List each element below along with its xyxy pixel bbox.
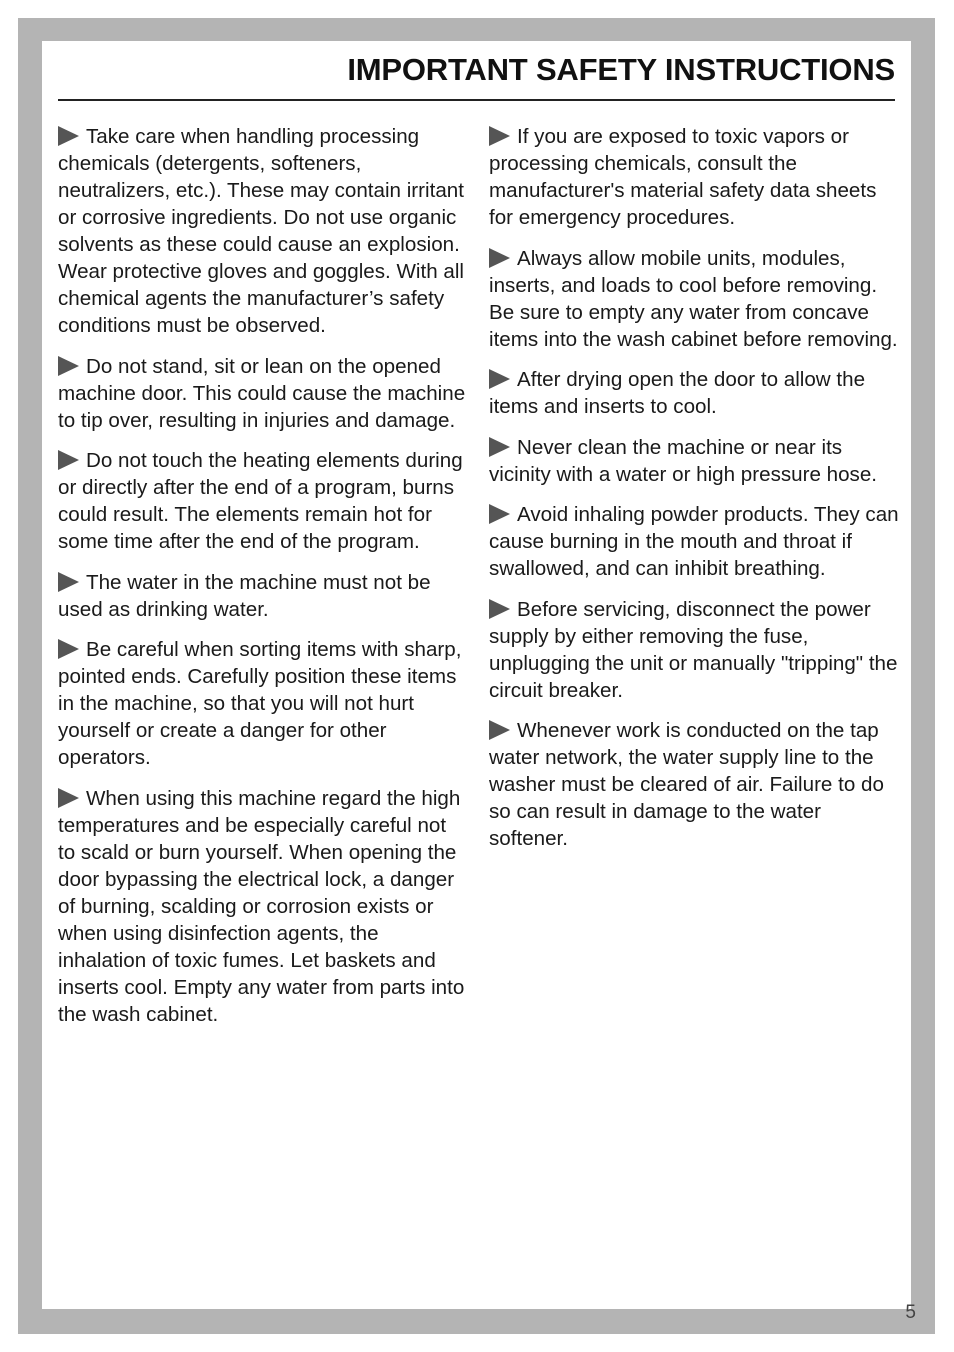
triangle-right-icon: [58, 126, 79, 146]
safety-item: [58, 569, 468, 623]
page-number: 5: [905, 1302, 916, 1323]
triangle-right-icon: [58, 788, 79, 808]
page-title: IMPORTANT SAFETY INSTRUCTIONS: [347, 52, 895, 87]
safety-item-text: After drying open the door to allow the items and inserts to cool.: [489, 368, 866, 418]
safety-item: [58, 636, 468, 771]
safety-item-text: Whenever work is conducted on the tap water network, the water supply line to the washer must be cleared of air. Failure to do so can result in damage to the water softener.: [489, 719, 884, 850]
header-divider: [58, 99, 895, 101]
safety-item-text: Be careful when sorting items with sharp, pointed ends. Carefully position these items in the machine, so that you will not hurt yourself or create a danger for other operators.: [58, 638, 462, 769]
safety-item-text: When using this machine regard the high temperatures and be especially careful not to scald or burn yourself. When opening the door bypassing the electrical lock, a danger of burning, scalding or corrosion exists or when using disinfection agents, the inhalation of toxic fumes. Let baskets and inserts cool. Empty any water from parts into the wash cabinet.: [58, 786, 465, 1026]
triangle-right-icon: [58, 639, 79, 659]
right-column: [489, 123, 899, 866]
triangle-right-icon: [58, 450, 79, 470]
safety-item: [58, 123, 468, 339]
triangle-right-icon: [489, 248, 510, 268]
safety-item: [489, 717, 899, 852]
safety-item-text: Do not touch the heating elements during or directly after the end of a program, burns could result. The elements remain hot for some time after the end of the program.: [58, 449, 463, 553]
safety-item-text: Take care when handling processing chemicals (detergents, softeners, neutralizers, etc.). These may contain irritant or corrosive ingredients. Do not use organic solvents as these could cause an explosion. Wear protective gloves and goggles. With all chemical agents the manufacturer’s safety conditions must be observed.: [58, 125, 464, 337]
safety-item: [489, 501, 899, 582]
triangle-right-icon: [489, 126, 510, 146]
safety-item: [58, 353, 468, 434]
triangle-right-icon: [489, 599, 510, 619]
triangle-right-icon: [58, 356, 79, 376]
triangle-right-icon: [489, 369, 510, 389]
safety-item-text: Do not stand, sit or lean on the opened machine door. This could cause the machine to tip over, resulting in injuries and damage.: [58, 354, 466, 432]
safety-item-text: Never clean the machine or near its vicinity with a water or high pressure hose.: [489, 435, 878, 486]
safety-item-text: If you are exposed to toxic vapors or processing chemicals, consult the manufacturer's material safety data sheets for emergency procedures.: [489, 125, 877, 229]
safety-item-text: Always allow mobile units, modules, inserts, and loads to cool before removing. Be sure to empty any water from concave items into the wash cabinet before removing.: [489, 246, 898, 351]
safety-item: [489, 366, 899, 420]
safety-item-text: Avoid inhaling powder products. They can cause burning in the mouth and throat if swallowed, and can inhibit breathing.: [489, 503, 899, 580]
safety-item: [489, 245, 899, 353]
triangle-right-icon: [489, 437, 510, 457]
document-page: [42, 41, 911, 1309]
safety-item: [489, 596, 899, 704]
safety-item-text: The water in the machine must not be used as drinking water.: [58, 570, 431, 621]
triangle-right-icon: [489, 720, 510, 740]
triangle-right-icon: [489, 504, 510, 524]
safety-item: [489, 434, 899, 488]
left-column: [58, 123, 468, 1041]
safety-item-text: Before servicing, disconnect the power supply by either removing the fuse, unplugging the unit or manually "tripping" the circuit breaker.: [489, 597, 898, 702]
safety-item: [58, 447, 468, 555]
safety-item: [58, 785, 468, 1028]
safety-item: [489, 123, 899, 231]
triangle-right-icon: [58, 572, 79, 592]
